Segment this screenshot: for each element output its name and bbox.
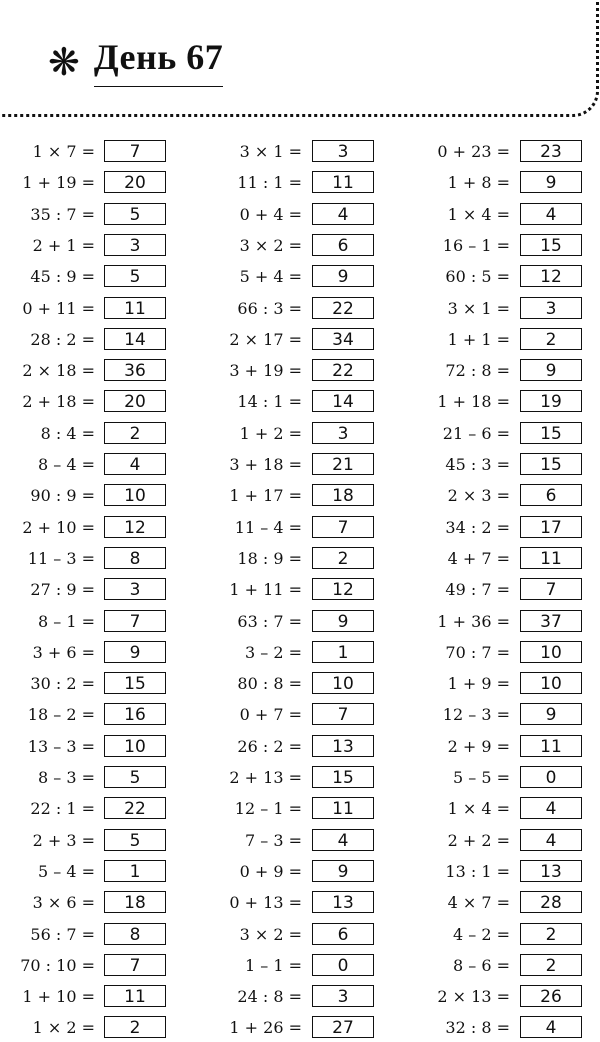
answer-box[interactable]: 22 xyxy=(104,797,166,819)
exercise-row xyxy=(0,545,600,573)
equation-text: 66 : 3 = xyxy=(237,298,302,318)
answer-box[interactable]: 4 xyxy=(520,203,582,225)
equation-text: 4 × 7 = xyxy=(447,893,510,913)
exercise-row xyxy=(0,232,600,260)
answer-box[interactable]: 23 xyxy=(520,140,582,162)
answer-box[interactable]: 2 xyxy=(312,547,374,569)
exercise-row xyxy=(0,952,600,980)
answer-box[interactable]: 15 xyxy=(520,234,582,256)
equation-text: 8 – 3 = xyxy=(37,768,95,787)
answer-box[interactable]: 17 xyxy=(520,516,582,538)
answer-box[interactable]: 10 xyxy=(312,672,374,694)
answer-box[interactable]: 2 xyxy=(520,954,582,976)
answer-box[interactable]: 14 xyxy=(104,328,166,350)
equation-text: 0 + 4 = xyxy=(239,204,302,224)
answer-box[interactable]: 22 xyxy=(312,359,374,381)
equation-text: 1 × 7 = xyxy=(32,142,95,161)
exercise-row xyxy=(0,514,600,542)
equation-text: 5 – 5 = xyxy=(452,768,510,787)
answer-box[interactable]: 3 xyxy=(312,422,374,444)
equation-text: 70 : 7 = xyxy=(445,642,510,662)
answer-box[interactable]: 3 xyxy=(104,578,166,600)
answer-box[interactable]: 9 xyxy=(520,171,582,193)
equation-text: 1 × 4 = xyxy=(447,799,510,819)
equation-text: 0 + 23 = xyxy=(437,142,510,161)
answer-box[interactable]: 15 xyxy=(520,422,582,444)
answer-box[interactable]: 7 xyxy=(312,516,374,538)
answer-box[interactable]: 8 xyxy=(104,547,166,569)
equation-text: 0 + 7 = xyxy=(239,705,302,725)
exercise-row xyxy=(0,608,600,636)
equation-text: 1 + 1 = xyxy=(447,329,510,349)
equation-text: 3 + 19 = xyxy=(229,361,302,381)
answer-box[interactable]: 9 xyxy=(312,265,374,287)
equation-text: 32 : 8 = xyxy=(445,1018,510,1038)
equation-text: 1 + 19 = xyxy=(22,173,95,193)
equation-text: 0 + 13 = xyxy=(229,893,302,913)
answer-box[interactable]: 11 xyxy=(520,547,582,569)
answer-box[interactable]: 11 xyxy=(104,297,166,319)
answer-box[interactable]: 10 xyxy=(104,484,166,506)
equation-text: 4 – 2 = xyxy=(452,924,510,944)
equation-text: 1 + 26 = xyxy=(229,1018,302,1038)
equation-text: 0 + 9 = xyxy=(239,861,302,881)
answer-box[interactable]: 9 xyxy=(312,860,374,882)
answer-box[interactable]: 7 xyxy=(104,610,166,632)
answer-box[interactable]: 4 xyxy=(520,829,582,851)
equation-text: 2 × 18 = xyxy=(22,361,95,381)
exercise-row xyxy=(0,921,600,949)
equation-text: 72 : 8 = xyxy=(445,361,510,381)
equation-text: 13 – 3 = xyxy=(27,736,95,756)
exercise-row xyxy=(0,670,600,698)
answer-box[interactable]: 15 xyxy=(104,672,166,694)
answer-box[interactable]: 1 xyxy=(312,641,374,663)
exercise-row xyxy=(0,326,600,354)
page-title: День 67 xyxy=(94,36,223,87)
equation-text: 35 : 7 = xyxy=(30,204,95,224)
equation-text: 3 + 6 = xyxy=(32,642,95,662)
exercise-row xyxy=(0,482,600,510)
equation-text: 8 – 1 = xyxy=(37,611,95,631)
answer-box[interactable]: 3 xyxy=(104,234,166,256)
answer-box[interactable]: 37 xyxy=(520,610,582,632)
equation-text: 13 : 1 = xyxy=(445,861,510,881)
exercise-row xyxy=(0,357,600,385)
equation-text: 5 – 4 = xyxy=(37,861,95,881)
equation-text: 1 + 2 = xyxy=(239,423,302,443)
answer-box[interactable]: 3 xyxy=(312,985,374,1007)
exercise-row xyxy=(0,420,600,448)
answer-box[interactable]: 5 xyxy=(104,766,166,788)
exercise-row xyxy=(0,795,600,823)
equation-text: 1 + 17 = xyxy=(229,486,302,506)
equation-text: 49 : 7 = xyxy=(445,580,510,600)
answer-box[interactable]: 34 xyxy=(312,328,374,350)
exercise-row xyxy=(0,138,600,166)
equation-text: 2 + 18 = xyxy=(22,392,95,412)
equation-text: 3 × 1 = xyxy=(239,142,302,161)
answer-box[interactable]: 21 xyxy=(312,453,374,475)
equation-text: 11 – 4 = xyxy=(234,517,302,537)
answer-box[interactable]: 20 xyxy=(104,390,166,412)
answer-box[interactable]: 10 xyxy=(520,641,582,663)
answer-box[interactable]: 36 xyxy=(104,359,166,381)
exercise-row xyxy=(0,733,600,761)
equation-text: 11 – 3 = xyxy=(27,548,95,568)
answer-box[interactable]: 4 xyxy=(520,797,582,819)
equation-text: 22 : 1 = xyxy=(30,799,95,819)
exercise-row xyxy=(0,827,600,855)
equation-text: 2 + 10 = xyxy=(22,517,95,537)
exercise-row xyxy=(0,983,600,1011)
equation-text: 2 × 13 = xyxy=(437,987,510,1007)
answer-box[interactable]: 12 xyxy=(520,265,582,287)
answer-box[interactable]: 9 xyxy=(312,610,374,632)
equation-text: 45 : 3 = xyxy=(445,455,510,474)
equation-text: 24 : 8 = xyxy=(237,987,302,1007)
equation-text: 12 – 1 = xyxy=(234,799,302,819)
answer-box[interactable]: 11 xyxy=(312,797,374,819)
answer-box[interactable]: 10 xyxy=(104,735,166,757)
answer-box[interactable]: 0 xyxy=(520,766,582,788)
answer-box[interactable]: 3 xyxy=(520,297,582,319)
answer-box[interactable]: 20 xyxy=(104,171,166,193)
exercise-row xyxy=(0,576,600,604)
answer-box[interactable]: 6 xyxy=(312,234,374,256)
answer-box[interactable]: 4 xyxy=(104,453,166,475)
answer-box[interactable]: 7 xyxy=(520,578,582,600)
answer-box[interactable]: 11 xyxy=(520,735,582,757)
answer-box[interactable]: 13 xyxy=(312,735,374,757)
exercise-row xyxy=(0,295,600,323)
answer-box[interactable]: 28 xyxy=(520,891,582,913)
equation-text: 4 + 7 = xyxy=(447,548,510,568)
answer-box[interactable]: 12 xyxy=(104,516,166,538)
answer-box[interactable]: 11 xyxy=(312,171,374,193)
exercise-row xyxy=(0,451,600,479)
answer-box[interactable]: 26 xyxy=(520,985,582,1007)
equation-text: 3 × 2 = xyxy=(239,235,302,255)
equation-text: 2 + 1 = xyxy=(32,235,95,255)
equation-text: 26 : 2 = xyxy=(237,736,302,756)
exercise-row xyxy=(0,169,600,197)
equation-text: 18 : 9 = xyxy=(237,548,302,568)
equation-text: 8 – 6 = xyxy=(452,955,510,975)
answer-box[interactable]: 3 xyxy=(312,140,374,162)
answer-box[interactable]: 2 xyxy=(520,923,582,945)
exercise-row xyxy=(0,201,600,229)
answer-box[interactable]: 19 xyxy=(520,390,582,412)
answer-box[interactable]: 7 xyxy=(104,954,166,976)
equation-text: 1 + 11 = xyxy=(229,580,302,600)
equation-text: 11 : 1 = xyxy=(237,173,302,193)
answer-box[interactable]: 4 xyxy=(312,829,374,851)
equation-text: 2 + 9 = xyxy=(447,736,510,756)
equation-text: 63 : 7 = xyxy=(237,611,302,631)
equation-text: 1 × 2 = xyxy=(32,1018,95,1038)
answer-box[interactable]: 10 xyxy=(520,672,582,694)
equation-text: 1 + 8 = xyxy=(447,173,510,193)
answer-box[interactable]: 15 xyxy=(312,766,374,788)
equation-text: 3 × 1 = xyxy=(447,298,510,318)
exercise-row xyxy=(0,889,600,917)
answer-box[interactable]: 9 xyxy=(520,703,582,725)
equation-text: 90 : 9 = xyxy=(30,486,95,506)
equation-text: 27 : 9 = xyxy=(30,580,95,600)
answer-box[interactable]: 12 xyxy=(312,578,374,600)
equation-text: 56 : 7 = xyxy=(30,924,95,944)
answer-box[interactable]: 13 xyxy=(520,860,582,882)
equation-text: 3 × 6 = xyxy=(32,893,95,913)
equation-text: 28 : 2 = xyxy=(30,329,95,349)
exercise-row xyxy=(0,639,600,667)
equation-text: 1 + 9 = xyxy=(447,674,510,694)
answer-box[interactable]: 9 xyxy=(520,359,582,381)
exercise-row xyxy=(0,388,600,416)
equation-text: 1 – 1 = xyxy=(244,955,302,975)
equation-text: 0 + 11 = xyxy=(22,298,95,318)
equation-text: 1 + 10 = xyxy=(22,987,95,1007)
equation-text: 60 : 5 = xyxy=(445,267,510,287)
answer-box[interactable]: 6 xyxy=(520,484,582,506)
flower-star-icon: ❋ xyxy=(48,39,80,84)
answer-box[interactable]: 2 xyxy=(104,1016,166,1038)
answer-box[interactable]: 14 xyxy=(312,390,374,412)
answer-box[interactable]: 5 xyxy=(104,829,166,851)
equation-text: 70 : 10 = xyxy=(20,955,95,975)
equation-text: 2 + 2 = xyxy=(447,830,510,850)
equation-text: 3 + 18 = xyxy=(229,455,302,474)
equation-text: 45 : 9 = xyxy=(30,267,95,287)
equation-text: 16 – 1 = xyxy=(442,235,510,255)
equation-text: 18 – 2 = xyxy=(27,705,95,725)
answer-box[interactable]: 18 xyxy=(104,891,166,913)
equation-text: 3 × 2 = xyxy=(239,924,302,944)
answer-box[interactable]: 0 xyxy=(312,954,374,976)
answer-box[interactable]: 18 xyxy=(312,484,374,506)
equation-text: 12 – 3 = xyxy=(442,705,510,725)
equation-text: 2 × 17 = xyxy=(229,329,302,349)
equation-text: 21 – 6 = xyxy=(442,423,510,443)
exercise-row xyxy=(0,701,600,729)
equation-text: 8 : 4 = xyxy=(40,423,95,443)
equation-text: 8 – 4 = xyxy=(37,455,95,474)
answer-box[interactable]: 16 xyxy=(104,703,166,725)
equation-text: 14 : 1 = xyxy=(237,392,302,412)
answer-box[interactable]: 22 xyxy=(312,297,374,319)
answer-box[interactable]: 4 xyxy=(312,203,374,225)
equation-text: 1 + 36 = xyxy=(437,611,510,631)
answer-box[interactable]: 27 xyxy=(312,1016,374,1038)
answer-box[interactable]: 7 xyxy=(104,140,166,162)
exercise-row xyxy=(0,263,600,291)
equation-text: 5 + 4 = xyxy=(239,267,302,287)
equation-text: 7 – 3 = xyxy=(244,830,302,850)
answer-box[interactable]: 7 xyxy=(312,703,374,725)
answer-box[interactable]: 5 xyxy=(104,265,166,287)
exercise-row xyxy=(0,858,600,886)
equation-text: 3 – 2 = xyxy=(244,642,302,662)
equation-text: 1 × 4 = xyxy=(447,204,510,224)
answer-box[interactable]: 8 xyxy=(104,923,166,945)
equation-text: 2 + 13 = xyxy=(229,768,302,787)
answer-box[interactable]: 2 xyxy=(104,422,166,444)
answer-box[interactable]: 4 xyxy=(520,1016,582,1038)
equation-text: 2 × 3 = xyxy=(447,486,510,506)
header xyxy=(48,36,223,87)
answer-box[interactable]: 9 xyxy=(104,641,166,663)
answer-box[interactable]: 1 xyxy=(104,860,166,882)
equation-text: 80 : 8 = xyxy=(237,674,302,694)
answer-box[interactable]: 13 xyxy=(312,891,374,913)
equation-text: 30 : 2 = xyxy=(30,674,95,694)
answer-box[interactable]: 2 xyxy=(520,328,582,350)
equation-text: 1 + 18 = xyxy=(437,392,510,412)
equation-text: 34 : 2 = xyxy=(445,517,510,537)
equation-text: 2 + 3 = xyxy=(32,830,95,850)
answer-box[interactable]: 6 xyxy=(312,923,374,945)
answer-box[interactable]: 5 xyxy=(104,203,166,225)
exercise-row xyxy=(0,764,600,792)
answer-box[interactable]: 11 xyxy=(104,985,166,1007)
answer-box[interactable]: 15 xyxy=(520,453,582,475)
